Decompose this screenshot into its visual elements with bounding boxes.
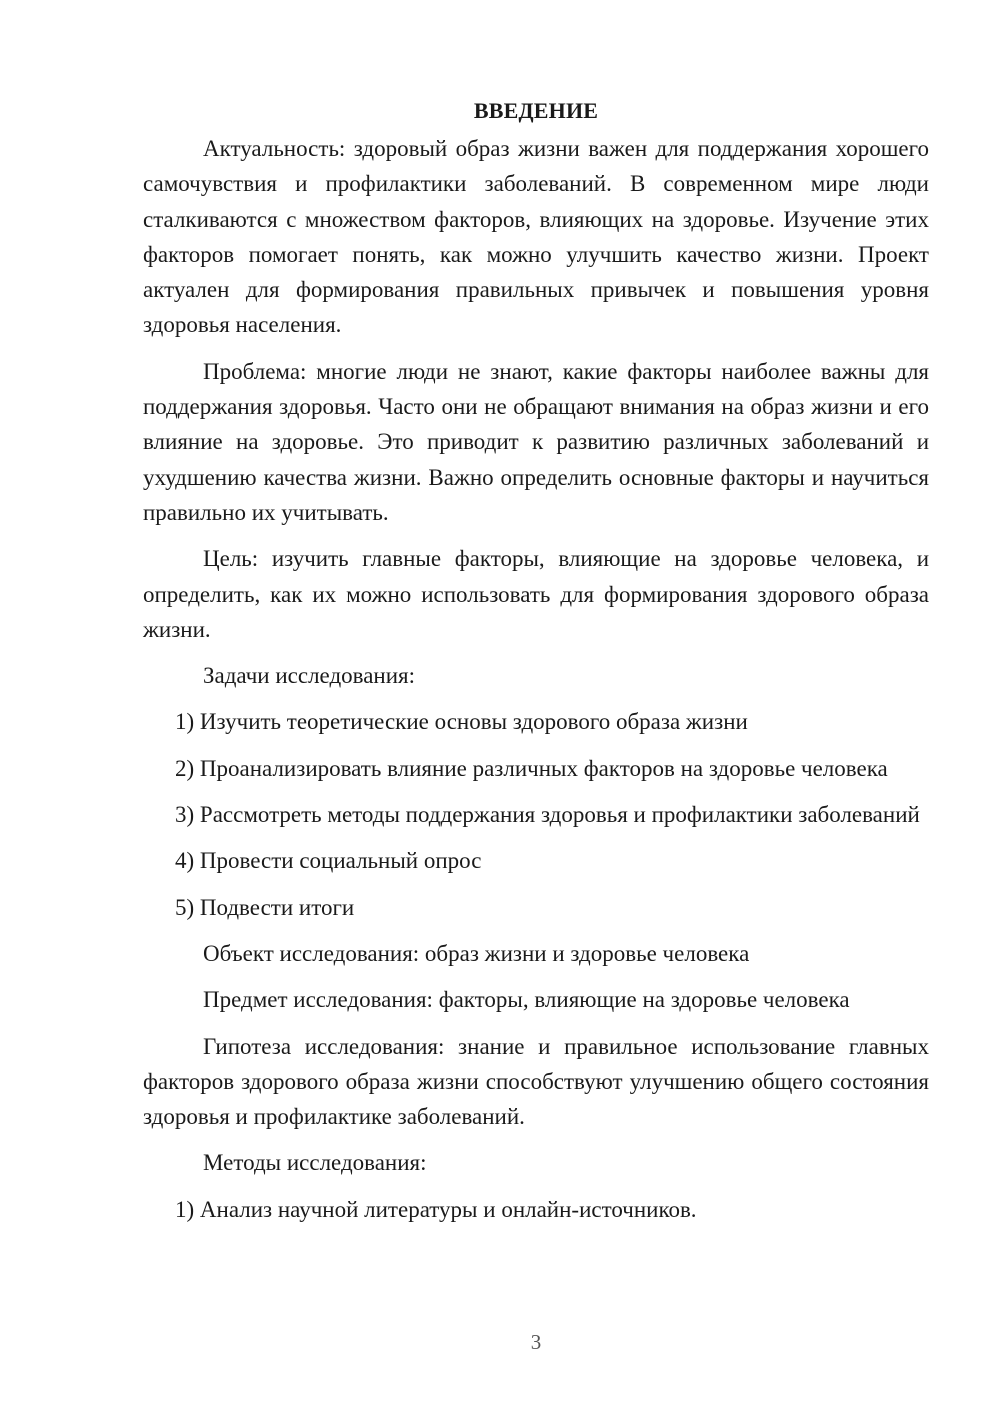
paragraph-subject: Предмет исследования: факторы, влияющие на здоровье человека: [203, 987, 850, 1013]
list-item-task-4: 4) Провести социальный опрос: [175, 848, 482, 874]
paragraph-problem: Проблема: многие люди не знают, какие факторы наиболее важны для поддержания здоровья. Часто они не обращают внимания на образ жизни и его влияние на здоровье. Это приводит к развитию различных заболеваний и ухудшению качества жизни. Важно определить основные факторы и научиться правильно их учитывать.: [143, 358, 929, 525]
paragraph-hypothesis: Гипотеза исследования: знание и правильное использование главных факторов здорового образа жизни способствуют улучшению общего состояния здоровья и профилактике заболеваний.: [143, 1033, 929, 1130]
paragraph-object: Объект исследования: образ жизни и здоровье человека: [203, 940, 750, 966]
list-item-task-3: 3) Рассмотреть методы поддержания здоровья и профилактики заболеваний: [175, 802, 920, 828]
list-item-task-5: 5) Подвести итоги: [175, 894, 355, 920]
paragraph-tasks-heading: Задачи исследования:: [203, 663, 416, 689]
document-body: [143, 92, 929, 1238]
page-number: 3: [530, 1330, 542, 1354]
list-item-method-1: 1) Анализ научной литературы и онлайн-источников.: [175, 1196, 697, 1222]
list-item-task-1: 1) Изучить теоретические основы здорового образа жизни: [175, 709, 748, 735]
list-item-task-2: 2) Проанализировать влияние различных факторов на здоровье человека: [175, 755, 888, 781]
paragraph-methods-heading: Методы исследования:: [203, 1150, 427, 1176]
paragraph-goal: Цель: изучить главные факторы, влияющие на здоровье человека, и определить, как их можно использовать для формирования здорового образа жизни.: [143, 546, 929, 642]
section-title: ВВЕДЕНИЕ: [473, 98, 599, 123]
paragraph-relevance: Актуальность: здоровый образ жизни важен для поддержания хорошего самочувствия и профилактики заболеваний. В современном мире люди сталкиваются с множеством факторов, влияющих на здоровье. Изучение этих факторов помогает понять, как можно улучшить качество жизни. Проект актуален для формирования правильных привычек и повышения уровня здоровья населения.: [143, 136, 929, 338]
